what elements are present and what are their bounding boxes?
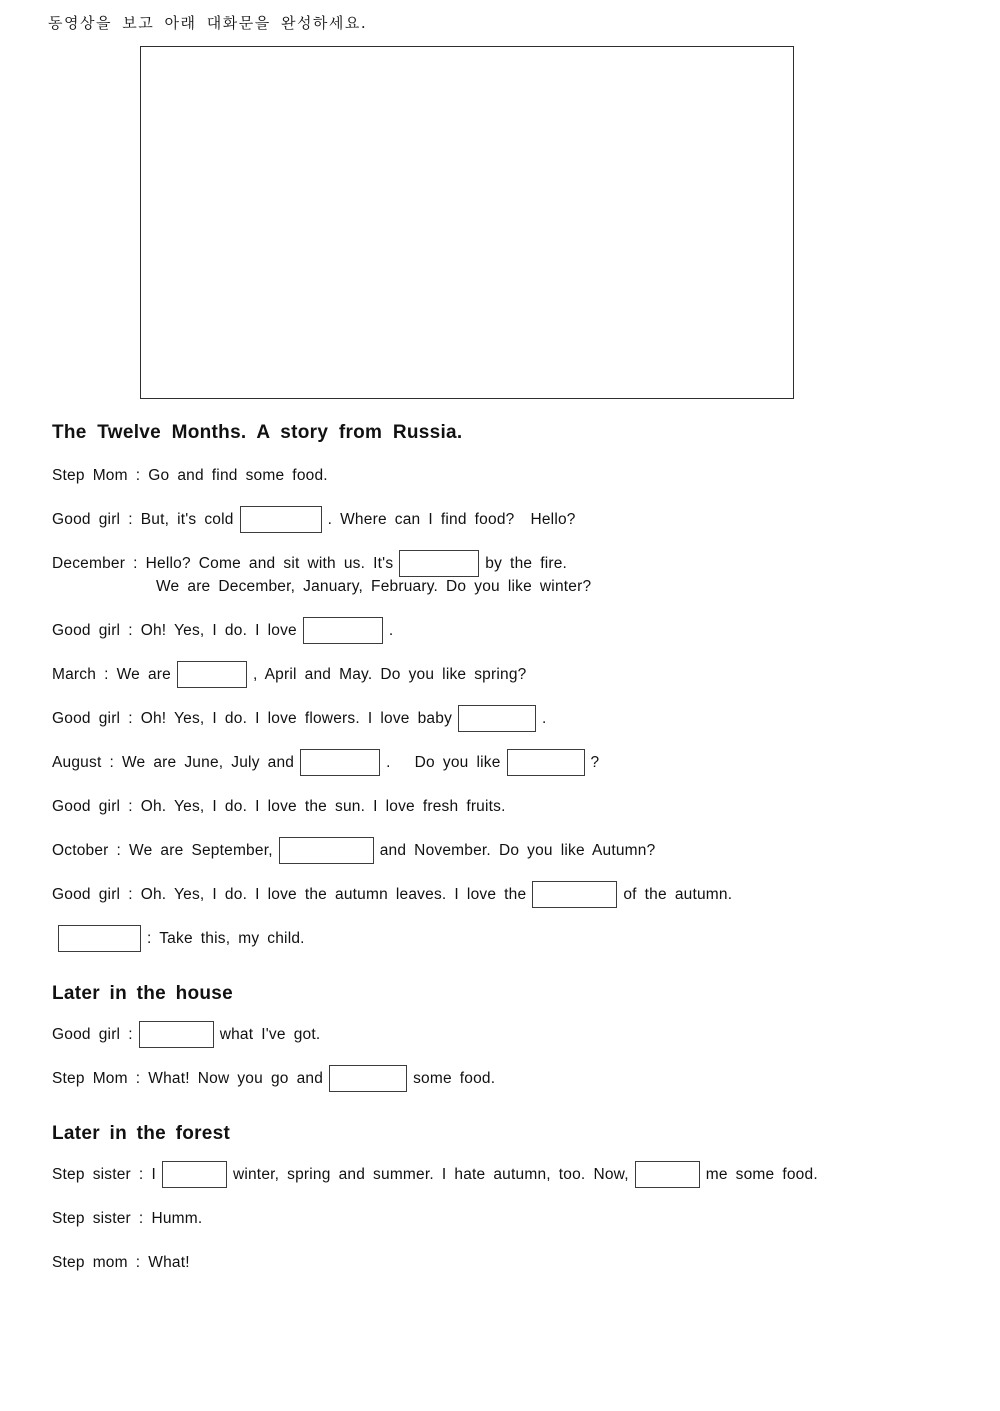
- section-heading: Later in the forest: [52, 1123, 231, 1144]
- dialogue-line: [52, 881, 960, 909]
- dialogue-text: of the autumn.: [623, 886, 733, 903]
- answer-blank[interactable]: [507, 749, 585, 776]
- answer-blank[interactable]: [139, 1021, 214, 1048]
- dialogue-text: We are December, January, February. Do you like winter?: [156, 578, 592, 595]
- dialogue-text: and November. Do you like Autumn?: [379, 842, 656, 859]
- dialogue-line: [52, 1249, 960, 1277]
- dialogue-text: Step sister : Humm.: [52, 1210, 203, 1227]
- dialogue-text: Step Mom : What! Now you go and: [52, 1070, 324, 1087]
- dialogue-line: [52, 837, 960, 865]
- answer-blank[interactable]: [532, 881, 617, 908]
- dialogue-line: [52, 462, 960, 490]
- dialogue-line: [52, 1065, 960, 1093]
- dialogue-text: . Do you like: [386, 754, 501, 771]
- dialogue-line: [52, 1161, 960, 1189]
- dialogue-text: August : We are June, July and: [52, 754, 295, 771]
- dialogue-text: winter, spring and summer. I hate autumn, too. Now,: [232, 1166, 629, 1183]
- dialogue-text: Step mom : What!: [52, 1254, 190, 1271]
- dialogue-text: March : We are: [52, 666, 171, 683]
- dialogue-text: what I've got.: [219, 1026, 321, 1043]
- dialogue-text: Good girl : Oh. Yes, I do. I love the sun. I love fresh fruits.: [52, 798, 506, 815]
- dialogue-line: [52, 573, 960, 601]
- dialogue-text: December : Hello? Come and sit with us. It's: [52, 555, 394, 572]
- answer-blank[interactable]: [458, 705, 536, 732]
- answer-blank[interactable]: [177, 661, 247, 688]
- dialogue-text: Good girl : Oh. Yes, I do. I love the autumn leaves. I love the: [52, 886, 527, 903]
- dialogue-line: [52, 617, 960, 645]
- answer-blank[interactable]: [635, 1161, 700, 1188]
- dialogue-line: [52, 661, 960, 689]
- answer-blank[interactable]: [162, 1161, 227, 1188]
- answer-blank[interactable]: [279, 837, 374, 864]
- dialogue-text: October : We are September,: [52, 842, 273, 859]
- dialogue-text: Step Mom : Go and find some food.: [52, 467, 328, 484]
- dialogue-line: [52, 705, 960, 733]
- dialogue-text: .: [388, 622, 394, 639]
- dialogue-text: Good girl :: [52, 1026, 133, 1043]
- dialogue-text: : Take this, my child.: [147, 930, 305, 947]
- dialogue: [52, 462, 960, 1277]
- dialogue-text: , April and May. Do you like spring?: [252, 666, 527, 683]
- dialogue-text: . Where can I find food? Hello?: [327, 511, 576, 528]
- dialogue-line: [52, 1205, 960, 1233]
- dialogue-text: Step sister : I: [52, 1166, 156, 1183]
- dialogue-text: me some food.: [705, 1166, 818, 1183]
- answer-blank[interactable]: [240, 506, 322, 533]
- dialogue-line: [52, 1021, 960, 1049]
- dialogue-text: by the fire.: [485, 555, 568, 572]
- dialogue-line: [52, 925, 960, 953]
- dialogue-text: ?: [590, 754, 600, 771]
- page-title: The Twelve Months. A story from Russia.: [52, 422, 463, 443]
- answer-blank[interactable]: [58, 925, 141, 952]
- answer-blank[interactable]: [329, 1065, 407, 1092]
- dialogue-text: some food.: [413, 1070, 496, 1087]
- section-heading: Later in the house: [52, 983, 234, 1004]
- dialogue-line: [52, 749, 960, 777]
- video-placeholder: [140, 46, 794, 399]
- dialogue-text: Good girl : But, it's cold: [52, 511, 234, 528]
- answer-blank[interactable]: [303, 617, 383, 644]
- dialogue-text: .: [542, 710, 547, 727]
- answer-blank[interactable]: [300, 749, 380, 776]
- dialogue-line: [52, 793, 960, 821]
- dialogue-text: Good girl : Oh! Yes, I do. I love flowers. I love baby: [52, 710, 453, 727]
- dialogue-line: [52, 506, 960, 534]
- instruction-text: 동영상을 보고 아래 대화문을 완성하세요.: [48, 14, 368, 32]
- dialogue-text: Good girl : Oh! Yes, I do. I love: [52, 622, 297, 639]
